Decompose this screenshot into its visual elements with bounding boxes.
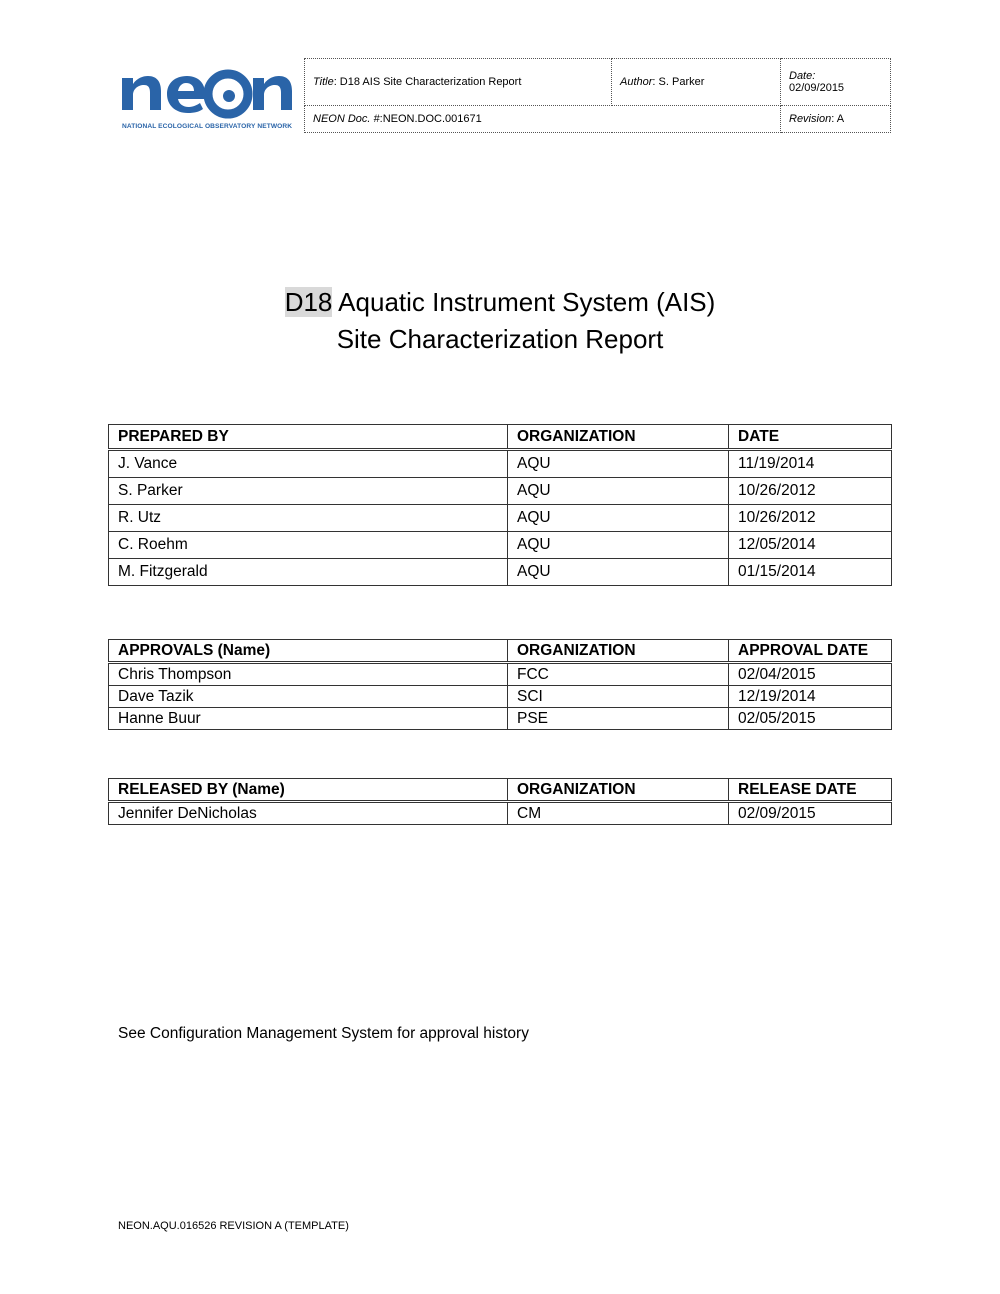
table-row	[109, 505, 892, 532]
released-by-table	[108, 778, 892, 825]
document-title	[0, 284, 1000, 358]
title-value: : D18 AIS Site Characterization Report	[333, 75, 522, 88]
table-row	[109, 478, 892, 505]
logo-tagline: NATIONAL ECOLOGICAL OBSERVATORY NETWORK	[122, 123, 293, 130]
table-row	[109, 663, 892, 686]
preparer-date: 01/15/2014	[729, 559, 892, 586]
approver-org: PSE	[508, 708, 729, 730]
revision-value: : A	[831, 112, 845, 125]
date-cell: Date: 02/09/2015	[781, 59, 891, 106]
title-label: Title	[313, 75, 334, 88]
prepared-header-name: PREPARED BY	[109, 425, 508, 450]
preparer-name: M. Fitzgerald	[109, 559, 508, 586]
approver-name: Chris Thompson	[109, 663, 508, 686]
table-row	[109, 559, 892, 586]
date-value: 02/09/2015	[789, 81, 845, 94]
doc-number-cell	[305, 105, 781, 132]
approvals-table	[108, 639, 892, 730]
author-value: : S. Parker	[652, 75, 705, 88]
title-line1: Aquatic Instrument System (AIS)	[332, 287, 716, 317]
approver-org: SCI	[508, 686, 729, 708]
preparer-org: AQU	[508, 559, 729, 586]
approver-org: FCC	[508, 663, 729, 686]
approval-date: 02/04/2015	[729, 663, 892, 686]
doc-number-label: NEON Doc. #	[313, 112, 380, 125]
table-row	[109, 686, 892, 708]
preparer-date: 10/26/2012	[729, 505, 892, 532]
prepared-header-date: DATE	[729, 425, 892, 450]
preparer-name: J. Vance	[109, 450, 508, 478]
preparer-org: AQU	[508, 532, 729, 559]
title-line2: Site Characterization Report	[336, 324, 664, 354]
table-row	[109, 532, 892, 559]
document-header-table	[304, 58, 891, 133]
preparer-name: R. Utz	[109, 505, 508, 532]
released-header-org: ORGANIZATION	[508, 779, 729, 802]
author-label: Author	[620, 75, 653, 88]
releaser-name: Jennifer DeNicholas	[109, 802, 508, 825]
prepared-by-table	[108, 424, 892, 586]
preparer-date: 11/19/2014	[729, 450, 892, 478]
releaser-org: CM	[508, 802, 729, 825]
doc-number-value: :NEON.DOC.001671	[379, 112, 482, 125]
preparer-org: AQU	[508, 505, 729, 532]
author-cell	[612, 59, 781, 106]
released-header-name: RELEASED BY (Name)	[109, 779, 508, 802]
approval-date: 12/19/2014	[729, 686, 892, 708]
revision-label: Revision	[789, 112, 832, 125]
approvals-header-org: ORGANIZATION	[508, 640, 729, 663]
date-label: Date	[789, 69, 813, 82]
table-row	[109, 708, 892, 730]
released-header-date: RELEASE DATE	[729, 779, 892, 802]
preparer-name: S. Parker	[109, 478, 508, 505]
preparer-org: AQU	[508, 478, 729, 505]
approval-history-note: See Configuration Management System for approval history	[118, 1025, 529, 1042]
page-footer: NEON.AQU.016526 REVISION A (TEMPLATE)	[118, 1220, 349, 1232]
preparer-date: 12/05/2014	[729, 532, 892, 559]
preparer-date: 10/26/2012	[729, 478, 892, 505]
approver-name: Dave Tazik	[109, 686, 508, 708]
preparer-org: AQU	[508, 450, 729, 478]
revision-cell	[781, 105, 891, 132]
title-highlight: D18	[284, 287, 333, 317]
release-date: 02/09/2015	[729, 802, 892, 825]
approvals-header-name: APPROVALS (Name)	[109, 640, 508, 663]
table-row	[109, 802, 892, 825]
approval-date: 02/05/2015	[729, 708, 892, 730]
table-row	[109, 450, 892, 478]
prepared-header-org: ORGANIZATION	[508, 425, 729, 450]
title-cell	[305, 59, 612, 106]
approver-name: Hanne Buur	[109, 708, 508, 730]
preparer-name: C. Roehm	[109, 532, 508, 559]
approvals-header-date: APPROVAL DATE	[729, 640, 892, 663]
